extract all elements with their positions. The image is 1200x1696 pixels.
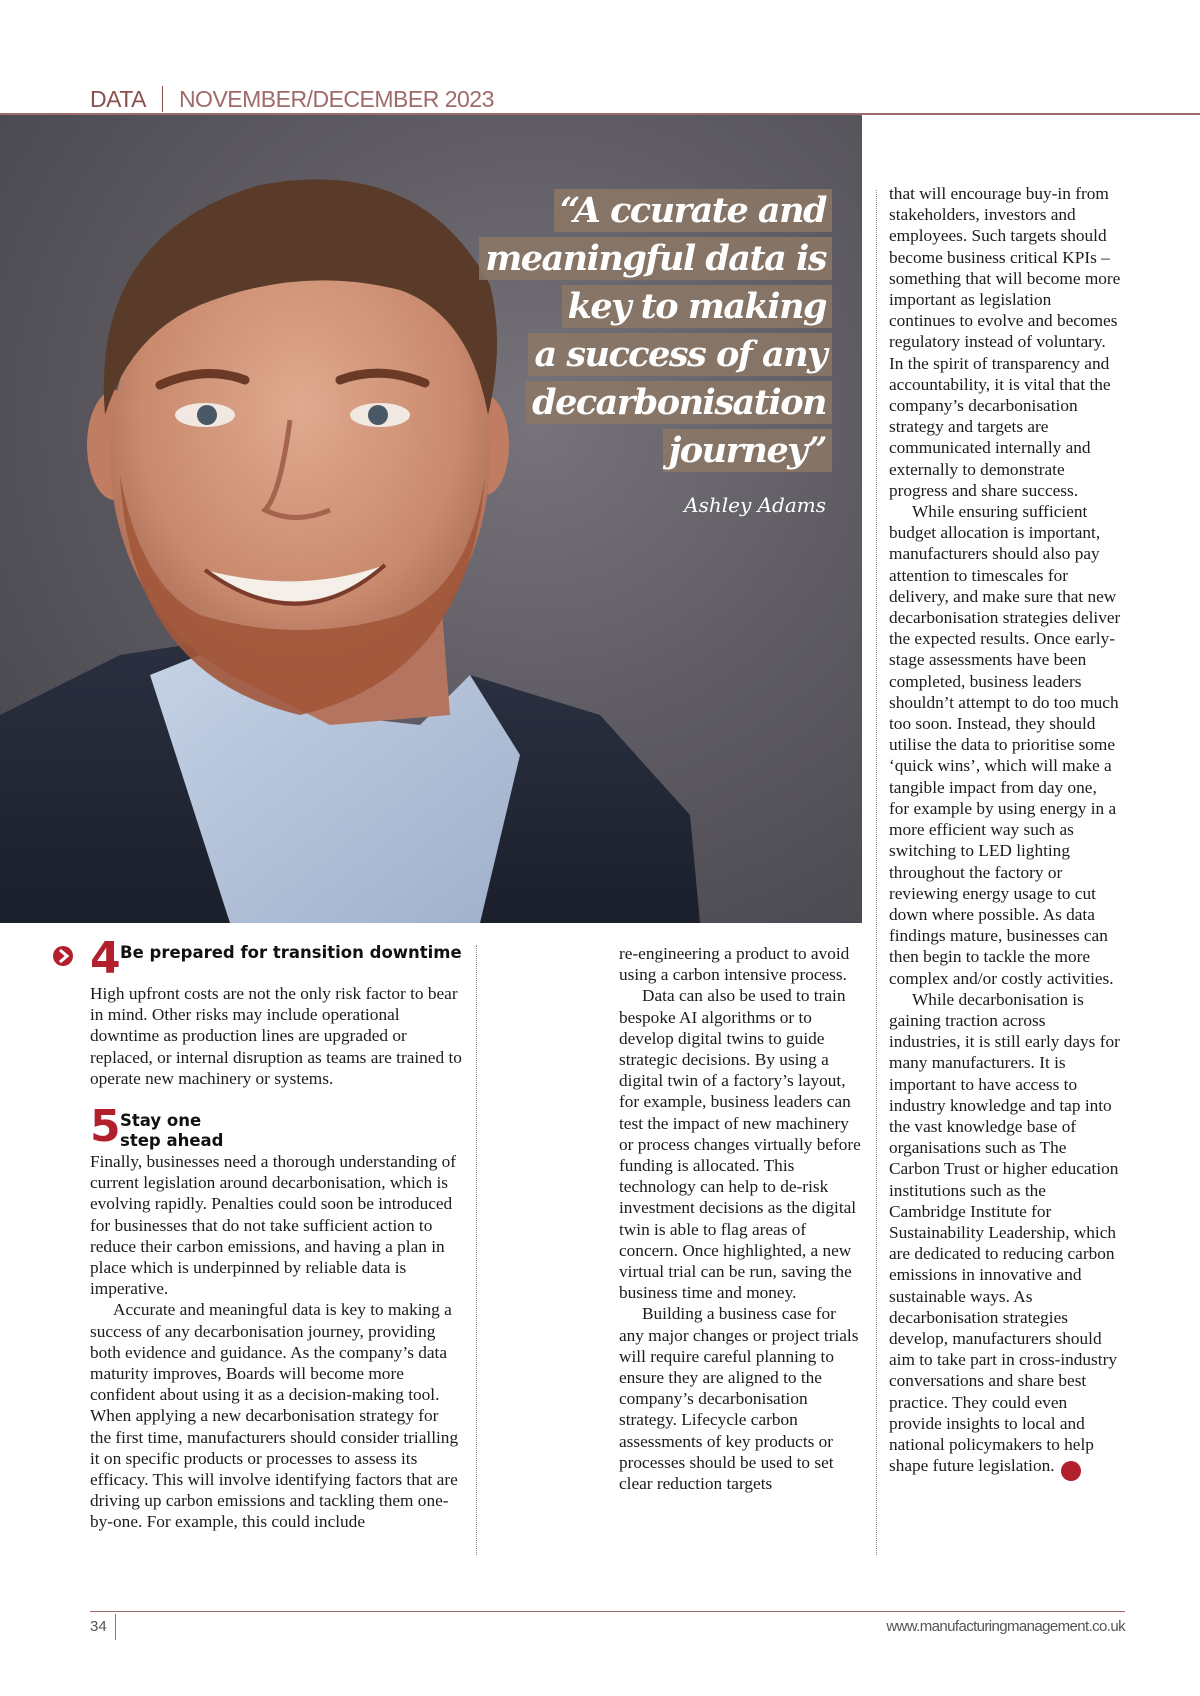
chevron-right-icon <box>52 945 74 967</box>
subheading-title: Stay one step ahead <box>120 1111 224 1151</box>
pull-quote-line: decarbonisation <box>526 381 832 424</box>
pull-quote-line: a success of any <box>528 333 832 376</box>
paragraph: Data can also be used to train bespoke AI algorithms or to develop digital twins to guide strategic decisions. By using a digital twin of a factory’s layout, for example, business leaders can test the impact of new machinery or process changes virtually before funding is allocated. This technology can help to de-risk investment decisions as the digital twin is able to flag areas of concern. Once highlighted, a new virtual trial can be run, saving the business time and money. <box>619 986 861 1303</box>
column-divider <box>876 190 877 1555</box>
left-column <box>90 933 462 1533</box>
subheading-number: 5 <box>90 1101 121 1153</box>
subheading-4 <box>90 933 462 984</box>
quote-author: Ashley Adams <box>684 493 826 517</box>
pull-quote-line: “A ccurate and <box>554 189 832 232</box>
paragraph <box>889 989 1121 1481</box>
subheading-5 <box>90 1101 462 1153</box>
paragraph: While ensuring sufficient budget allocation is important, manufacturers should also pay attention to timescales for delivery, and make sure that new decarbonisation strategies deliver the expected results. Once early-stage assessments have been completed, business leaders shouldn’t attempt to do too much too soon. Instead, they should utilise the data to prioritise some ‘quick wins’, which will make a tangible impact from day one, for example by using energy in a more efficient way such as switching to LED lighting throughout the factory or reviewing energy usage to cut down where possible. As data findings mature, businesses can then begin to tackle the more complex and/or costly activities. <box>889 502 1121 988</box>
right-column <box>889 183 1121 1481</box>
column-divider <box>476 945 477 1555</box>
paragraph: High upfront costs are not the only risk factor to bear in mind. Other risks may include operational downtime as production lines are upgraded or replaced, or internal disruption as teams are trained to operate new machinery or systems. <box>90 984 462 1088</box>
pull-quote-line: meaningful data is <box>479 237 832 280</box>
paragraph: Building a business case for any major changes or project trials will require careful planning to ensure they are aligned to the company’s decarbonisation strategy. Lifecycle carbon assessments of key products or processes should be used to set clear reduction targets <box>619 1304 859 1494</box>
running-header <box>90 86 494 112</box>
paragraph: Finally, businesses need a thorough understanding of current legislation around decarbonisation, which is evolving rapidly. Penalties could soon be introduced for businesses that do not take sufficient action to reduce their carbon emissions, and having a plan in place which is underpinned by reliable data is imperative. <box>90 1152 457 1299</box>
footer-rule <box>90 1611 1125 1612</box>
subheading-title: Be prepared for transition downtime <box>120 943 462 962</box>
page-number: 34 <box>90 1614 116 1640</box>
middle-column <box>619 943 864 1494</box>
paragraph: re-engineering a product to avoid using a carbon intensive process. <box>619 944 850 985</box>
portrait-photo <box>0 115 862 923</box>
paragraph: that will encourage buy-in from stakeholders, investors and employees. Such targets should become business critical KPIs – something that will become more important as legislation continues to evolve and becomes regulatory instead of voluntary. In the spirit of transparency and accountability, it is vital that the company’s decarbonisation strategy and targets are communicated internally and externally to demonstrate progress and share success. <box>889 184 1121 500</box>
section-label: DATA <box>90 85 146 112</box>
subheading-number: 4 <box>90 933 121 984</box>
pull-quote-line: journey” <box>663 429 832 472</box>
end-mark-icon: M <box>1061 1461 1081 1481</box>
issue-date: NOVEMBER/DECEMBER 2023 <box>178 85 494 112</box>
footer-url[interactable]: www.manufacturingmanagement.co.uk <box>886 1618 1125 1635</box>
paragraph: Accurate and meaningful data is key to making a success of any decarbonisation journey, providing both evidence and guidance. As the company’s data maturity improves, Boards will become more confident about using it as a decision-making tool. When applying a new decarbonisation strategy for the first time, manufacturers should consider trialling it on specific products or processes to assess its efficacy. This will involve identifying factors that are driving up carbon emissions and tackling them one-by-one. For example, this could include <box>90 1300 459 1532</box>
pull-quote-line: key to making <box>562 285 832 328</box>
pull-quote <box>442 187 832 475</box>
header-divider <box>162 86 163 112</box>
paragraph-text: While decarbonisation is gaining traction across industries, it is still early days for many manufacturers. It is important to have access to industry knowledge and tap into the vast knowledge base of organisations such as The Carbon Trust or higher education institutions such as the Cambridge Institute for Sustainability Leadership, which are dedicated to reducing carbon emissions in innovative and sustainable ways. As decarbonisation strategies develop, manufacturers should aim to take part in cross-industry conversations and share best practice. They could even provide insights to local and national policymakers to help shape future legislation. <box>889 989 1120 1476</box>
